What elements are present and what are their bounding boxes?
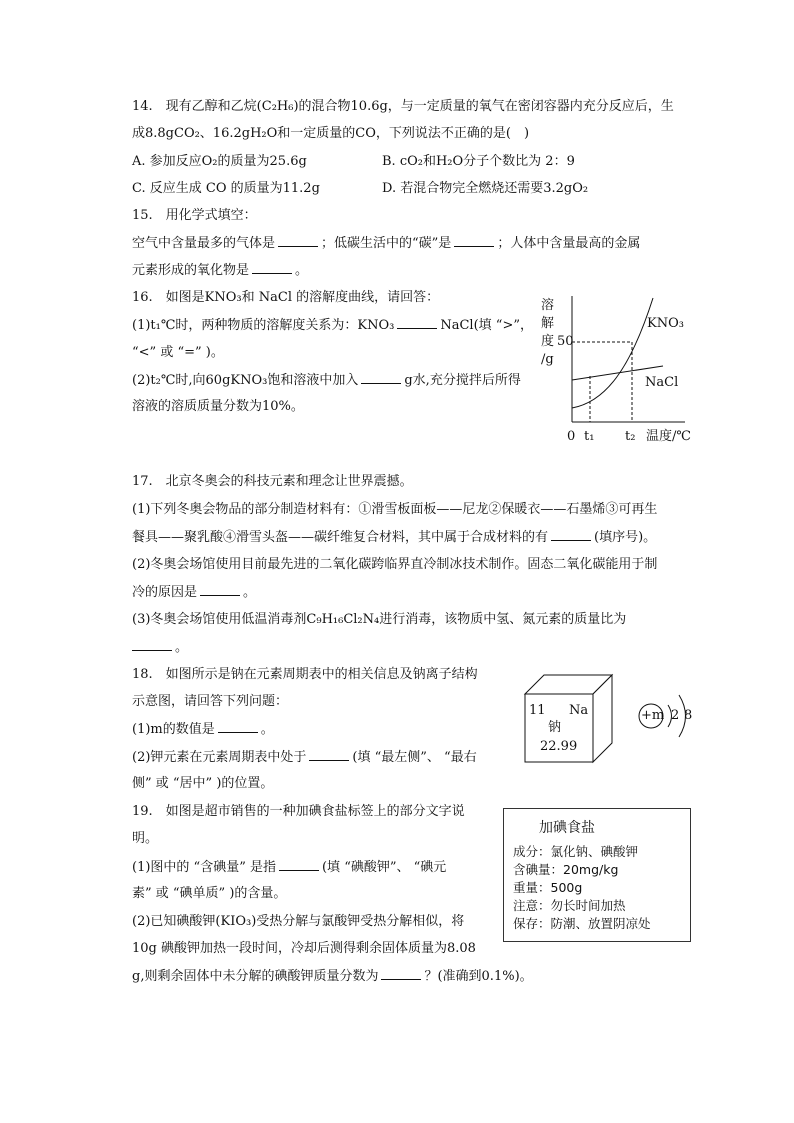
chart-origin: 0 bbox=[567, 429, 576, 444]
q17-text-e: 。 bbox=[175, 640, 189, 655]
q16-text-d: g水,充分搅拌后所得 bbox=[404, 373, 521, 388]
salt-label-title: 加碘食盐 bbox=[539, 820, 595, 836]
q19-line1: 19. 如图是超市销售的一种加碘食盐标签上的部分文字说 bbox=[132, 804, 465, 819]
q15-text-c: ；人体中含量最高的金属 bbox=[497, 236, 641, 251]
q16-line1: 16. 如图是KNO₃和 NaCl 的溶解度曲线，请回答： bbox=[132, 290, 440, 305]
chart-ylabel-4: /g bbox=[541, 352, 554, 367]
q17-text-a: 餐具——聚乳酸④滑雪头盔——碳纤维复合材料，其中属于合成材料的有 bbox=[132, 530, 549, 545]
q14-line2: 成8.8gCO₂、16.2gH₂O和一定质量的CO，下列说法不正确的是( ) bbox=[132, 126, 530, 141]
q17-line5 bbox=[132, 583, 256, 602]
shell2-electrons: 8 bbox=[684, 708, 693, 723]
q14-line1: 14. 现有乙醇和乙烷(C₂H₆)的混合物10.6g，与一定质量的氧气在密闭容器内充分反应后，生 bbox=[132, 99, 674, 114]
chart-tick-50: 50 bbox=[557, 334, 574, 349]
answer-blank[interactable] bbox=[218, 720, 258, 733]
q17-text-b: (填序号)。 bbox=[594, 530, 657, 545]
q14-option-a: A. 参加反应O₂的质量为25.6g bbox=[132, 154, 307, 169]
salt-label-iodine: 含碘量：20mg/kg bbox=[513, 862, 619, 877]
answer-blank[interactable] bbox=[381, 967, 421, 980]
q16-line4 bbox=[132, 371, 521, 390]
shell1-electrons: 2 bbox=[671, 708, 680, 723]
q19-text-d: ？(准确到0.1%)。 bbox=[424, 969, 533, 984]
answer-blank[interactable] bbox=[454, 234, 494, 247]
answer-blank[interactable] bbox=[252, 261, 292, 274]
nucleus-label: +m bbox=[641, 708, 665, 723]
q18-text-d: (填 “最左侧”、 “最右 bbox=[352, 750, 477, 765]
q15-line1: 15. 用化学式填空： bbox=[132, 208, 257, 223]
q14-option-c: C. 反应生成 CO 的质量为11.2g bbox=[132, 181, 320, 196]
element-mass: 22.99 bbox=[540, 739, 578, 754]
q15-text-a: 空气中含量最多的气体是 bbox=[132, 236, 276, 251]
q16-text-b: NaCl(填 “>”， bbox=[440, 318, 533, 333]
q18-line5: 侧” 或 “居中” )的位置。 bbox=[132, 776, 274, 791]
answer-blank[interactable] bbox=[278, 234, 318, 247]
answer-blank[interactable] bbox=[200, 583, 240, 596]
salt-label-caution: 注意：勿长时间加热 bbox=[513, 898, 626, 913]
q16-line3: “<” 或 “=” )。 bbox=[132, 345, 224, 360]
q19-line5: (2)已知碘酸钾(KIO₃)受热分解与氯酸钾受热分解相似，将 bbox=[132, 914, 465, 929]
q15-text-e: 。 bbox=[295, 263, 309, 278]
q17-text-c: 冷的原因是 bbox=[132, 585, 198, 600]
q18-line2: 示意图，请回答下列问题： bbox=[132, 694, 289, 709]
element-symbol: Na bbox=[569, 703, 589, 718]
q14-option-d: D. 若混合物完全燃烧还需要3.2gO₂ bbox=[382, 181, 589, 196]
q19-line3 bbox=[132, 858, 446, 877]
solubility-curve-figure bbox=[535, 290, 695, 450]
answer-blank[interactable] bbox=[551, 528, 591, 541]
q19-text-a: (1)图中的 “含碘量” 是指 bbox=[132, 860, 276, 875]
answer-blank[interactable] bbox=[279, 858, 319, 871]
q19-line2: 明。 bbox=[132, 831, 159, 846]
q16-line5: 溶液的溶质质量分数为10%。 bbox=[132, 399, 304, 414]
q15-text-d: 元素形成的氧化物是 bbox=[132, 263, 250, 278]
q14-option-b: B. cO₂和H₂O分子个数比为 2：9 bbox=[382, 154, 575, 169]
nacl-label: NaCl bbox=[645, 375, 679, 390]
q16-text-a: (1)t₁℃时，两种物质的溶解度关系为：KNO₃ bbox=[132, 318, 395, 333]
q17-line7 bbox=[132, 638, 188, 657]
answer-blank[interactable] bbox=[397, 316, 437, 329]
answer-blank[interactable] bbox=[309, 748, 349, 761]
q17-line6: (3)冬奥会场馆使用低温消毒剂C₉H₁₆Cl₂N₄进行消毒，该物质中氢、氮元素的质量比为 bbox=[132, 612, 627, 627]
element-name: 钠 bbox=[548, 720, 562, 735]
q18-text-c: (2)钾元素在元素周期表中处于 bbox=[132, 750, 307, 765]
q15-line2 bbox=[132, 234, 640, 253]
q18-text-a: (1)m的数值是 bbox=[132, 722, 215, 737]
chart-tick-t1: t₁ bbox=[584, 429, 595, 444]
q17-line1: 17. 北京冬奥会的科技元素和理念让世界震撼。 bbox=[132, 474, 413, 489]
q17-text-d: 。 bbox=[243, 585, 257, 600]
element-number: 11 bbox=[529, 703, 546, 718]
answer-blank[interactable] bbox=[361, 371, 401, 384]
kno3-curve bbox=[572, 298, 653, 408]
q15-line3 bbox=[132, 261, 308, 280]
salt-label-weight: 重量：500g bbox=[513, 880, 583, 895]
salt-label-storage: 保存：防潮、放置阴凉处 bbox=[513, 916, 651, 931]
q19-line4: 素” 或 “碘单质” )的含量。 bbox=[132, 886, 287, 901]
chart-xlabel: 温度/℃ bbox=[646, 429, 691, 444]
q18-line4 bbox=[132, 748, 477, 767]
chart-ylabel-2: 解 bbox=[541, 316, 555, 331]
kno3-label: KNO₃ bbox=[647, 316, 684, 331]
q16-text-c: (2)t₂℃时,向60gKNO₃饱和溶液中加入 bbox=[132, 373, 359, 388]
q19-line7 bbox=[132, 967, 533, 986]
q19-text-c: g,则剩余固体中未分解的碘酸钾质量分数为 bbox=[132, 969, 379, 984]
q18-text-b: 。 bbox=[260, 722, 274, 737]
chart-ylabel-1: 溶 bbox=[541, 298, 555, 313]
q17-line4: (2)冬奥会场馆使用目前最先进的二氧化碳跨临界直冷制冰技术制作。固态二氧化碳能用于制 bbox=[132, 557, 658, 572]
salt-label-ingredients: 成分：氯化钠、碘酸钾 bbox=[513, 844, 639, 859]
q18-line1: 18. 如图所示是钠在元素周期表中的相关信息及钠离子结构 bbox=[132, 667, 478, 682]
answer-blank[interactable] bbox=[132, 638, 172, 651]
q18-line3 bbox=[132, 720, 274, 739]
q17-line3 bbox=[132, 528, 656, 547]
q17-line2: (1)下列冬奥会物品的部分制造材料有：①滑雪板面板——尼龙②保暖衣——石墨烯③可再生 bbox=[132, 502, 658, 517]
q16-line2 bbox=[132, 316, 533, 335]
chart-tick-t2: t₂ bbox=[625, 429, 636, 444]
q15-text-b: ；低碳生活中的“碳”是 bbox=[321, 236, 452, 251]
q19-text-b: (填 “碘酸钾”、 “碘元 bbox=[321, 860, 447, 875]
salt-label-box bbox=[503, 808, 691, 942]
q19-line6: 10g 碘酸钾加热一段时间，冷却后测得剩余固体质量为8.08 bbox=[132, 941, 476, 956]
chart-ylabel-3: 度 bbox=[541, 334, 555, 349]
